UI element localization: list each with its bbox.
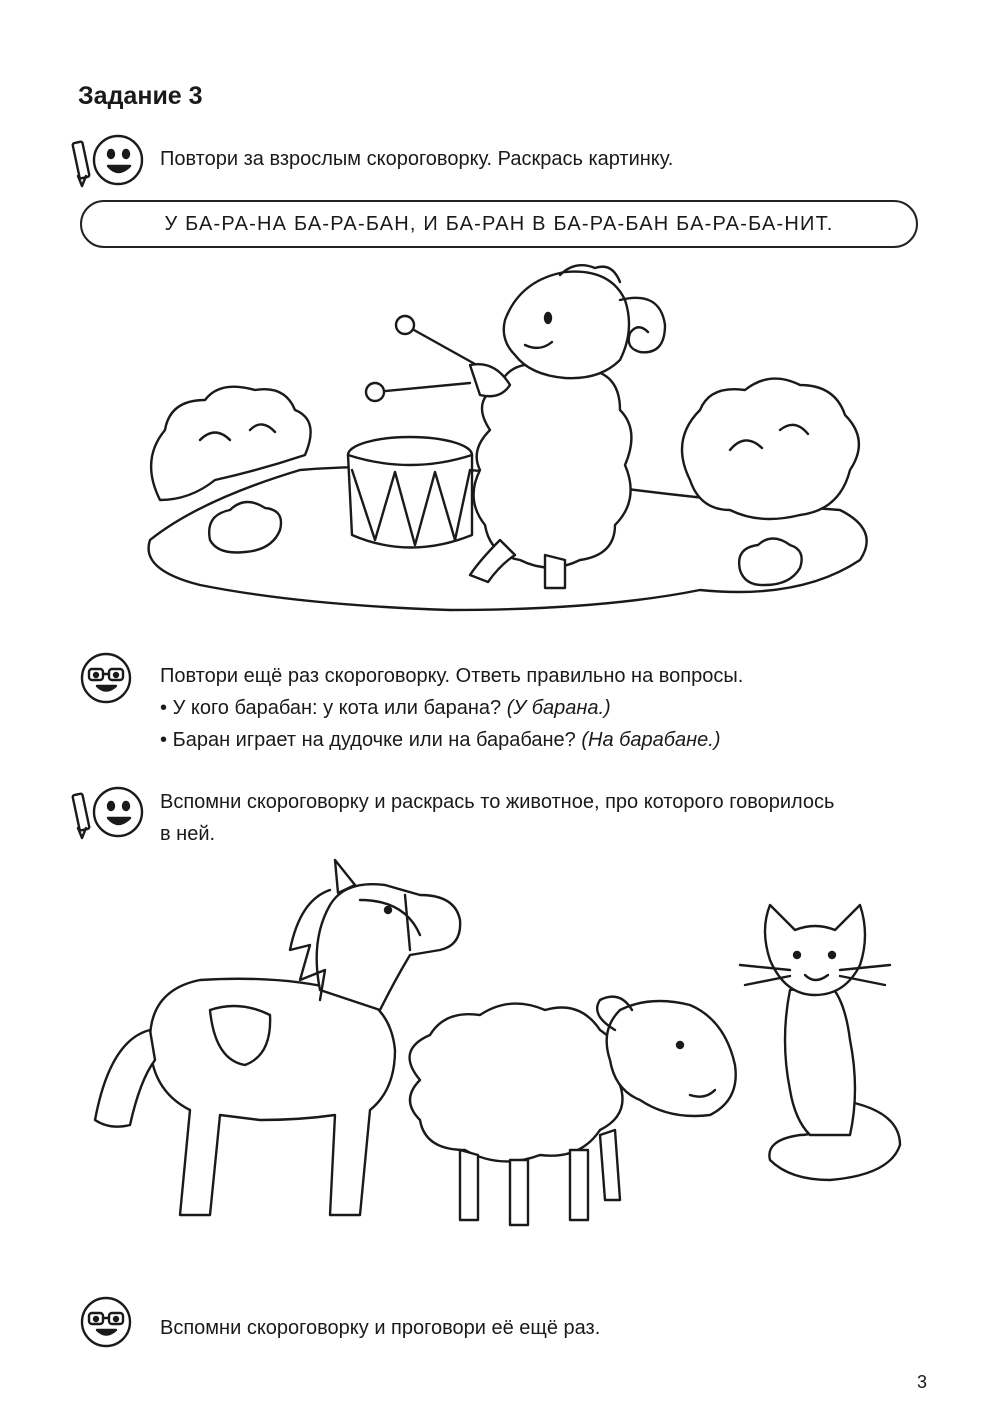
horse-neck bbox=[317, 884, 461, 1010]
question-2-text: Баран играет на дудочке или на барабане? bbox=[172, 729, 576, 751]
question-1-text: У кого барабан: у кота или барана? bbox=[172, 697, 502, 719]
section4-instruction: Вспомни скороговорку и проговори её ещё раз. bbox=[160, 1317, 601, 1339]
cat-illustration bbox=[740, 905, 900, 1180]
page-number: 3 bbox=[917, 1372, 928, 1392]
question-2-answer: (На барабане.) bbox=[581, 729, 721, 751]
pencil-smiley-icon bbox=[72, 788, 142, 838]
horse-illustration bbox=[95, 860, 460, 1215]
sheep-head bbox=[504, 272, 629, 379]
glasses-smiley-icon bbox=[82, 1298, 130, 1346]
sheep-head bbox=[607, 1001, 736, 1116]
question-1-bullet: • bbox=[160, 697, 168, 719]
sheep-drum-illustration bbox=[149, 265, 867, 610]
tongue-twister-text: У БА-РА-НА БА-РА-БАН, И БА-РАН В БА-РА-БАН БА-РА-БА-НИТ. bbox=[164, 212, 834, 235]
horse-body bbox=[150, 979, 395, 1215]
section1-instruction: Повтори за взрослым скороговорку. Раскрась картинку. bbox=[160, 148, 674, 170]
cat-head bbox=[765, 905, 865, 995]
bush-right bbox=[682, 379, 859, 519]
section3-instruction-line2: в ней. bbox=[160, 823, 216, 845]
small-bush bbox=[209, 502, 281, 553]
question-2-bullet: • bbox=[160, 729, 168, 751]
horse-tail bbox=[95, 1030, 155, 1127]
question-1-answer: (У барана.) bbox=[506, 697, 611, 719]
section2-instruction: Повтори ещё раз скороговорку. Ответь правильно на вопросы. bbox=[160, 665, 744, 687]
cat-body bbox=[785, 985, 855, 1135]
sheep-body bbox=[410, 1004, 623, 1162]
drumstick bbox=[375, 383, 470, 392]
small-bush bbox=[739, 539, 802, 586]
sheep-illustration bbox=[410, 997, 736, 1225]
glasses-smiley-icon bbox=[82, 654, 130, 702]
pencil-smiley-icon bbox=[72, 136, 142, 186]
bush-left bbox=[151, 387, 311, 500]
section3-instruction-line1: Вспомни скороговорку и раскрась то животное, про которого говорилось bbox=[160, 791, 835, 813]
task-title: Задание 3 bbox=[78, 82, 203, 110]
